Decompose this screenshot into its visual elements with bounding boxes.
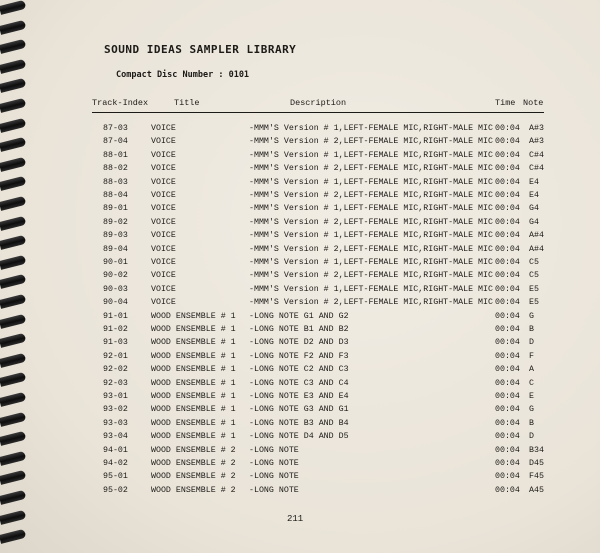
time-cell: 00:04 xyxy=(495,405,520,415)
title-cell: VOICE xyxy=(151,217,176,227)
description-cell: -LONG NOTE C2 AND C3 xyxy=(249,365,349,375)
title-cell: WOOD ENSEMBLE # 2 xyxy=(151,485,236,495)
description-cell: -LONG NOTE xyxy=(249,472,299,482)
track-index-cell: 94-01 xyxy=(103,445,128,455)
time-cell: 00:04 xyxy=(495,271,520,281)
table-row xyxy=(0,271,600,284)
title-cell: VOICE xyxy=(151,258,176,267)
note-cell: A xyxy=(529,365,534,375)
description-cell: -LONG NOTE D4 AND D5 xyxy=(249,432,349,442)
time-cell: 00:04 xyxy=(495,338,520,348)
table-row xyxy=(0,312,600,325)
time-cell: 00:04 xyxy=(495,244,520,254)
title-cell: VOICE xyxy=(151,177,176,187)
time-cell: 00:04 xyxy=(495,351,520,361)
track-index-cell: 90-01 xyxy=(103,258,128,267)
time-cell: 00:04 xyxy=(495,298,520,308)
header-note: Note xyxy=(523,98,544,108)
note-cell: E4 xyxy=(529,191,539,200)
title-cell: VOICE xyxy=(151,244,176,254)
note-cell: G xyxy=(529,311,534,321)
time-cell: 00:04 xyxy=(495,217,520,227)
title-cell: WOOD ENSEMBLE # 1 xyxy=(151,325,236,334)
table-row xyxy=(0,392,600,405)
title-cell: WOOD ENSEMBLE # 1 xyxy=(151,432,236,442)
description-cell: -MMM'S Version # 2,LEFT-FEMALE MIC,RIGHT-MALE MIC xyxy=(249,271,493,281)
description-cell: -MMM'S Version # 1,LEFT-FEMALE MIC,RIGHT-MALE MIC xyxy=(249,231,493,241)
note-cell: C xyxy=(529,378,534,388)
table-row xyxy=(0,405,600,418)
title-cell: WOOD ENSEMBLE # 1 xyxy=(151,365,236,375)
track-index-cell: 91-02 xyxy=(103,325,128,334)
note-cell: D xyxy=(529,432,534,442)
title-cell: VOICE xyxy=(151,164,176,174)
note-cell: C5 xyxy=(529,258,539,267)
description-cell: -MMM'S Version # 1,LEFT-FEMALE MIC,RIGHT-MALE MIC xyxy=(249,150,493,160)
table-row xyxy=(0,419,600,432)
title-cell: WOOD ENSEMBLE # 1 xyxy=(151,392,236,401)
track-index-cell: 94-02 xyxy=(103,459,128,468)
time-cell: 00:04 xyxy=(495,124,520,133)
title-cell: VOICE xyxy=(151,191,176,200)
table-row xyxy=(0,137,600,150)
description-cell: -MMM'S Version # 2,LEFT-FEMALE MIC,RIGHT-MALE MIC xyxy=(249,137,493,147)
description-cell: -MMM'S Version # 1,LEFT-FEMALE MIC,RIGHT-MALE MIC xyxy=(249,124,493,133)
note-cell: D45 xyxy=(529,459,544,468)
title-cell: WOOD ENSEMBLE # 1 xyxy=(151,351,236,361)
time-cell: 00:04 xyxy=(495,177,520,187)
binding-ring xyxy=(0,19,26,34)
description-cell: -MMM'S Version # 2,LEFT-FEMALE MIC,RIGHT-MALE MIC xyxy=(249,217,493,227)
track-index-cell: 89-01 xyxy=(103,204,128,214)
description-cell: -LONG NOTE xyxy=(249,445,299,455)
header-time: Time xyxy=(495,98,516,108)
track-index-cell: 89-04 xyxy=(103,244,128,254)
time-cell: 00:04 xyxy=(495,432,520,442)
table-row xyxy=(0,231,600,244)
title-cell: WOOD ENSEMBLE # 1 xyxy=(151,405,236,415)
title-cell: VOICE xyxy=(151,137,176,147)
track-index-cell: 88-01 xyxy=(103,150,128,160)
track-index-cell: 90-03 xyxy=(103,284,128,294)
binding-ring xyxy=(0,98,26,113)
table-row xyxy=(0,338,600,351)
time-cell: 00:04 xyxy=(495,258,520,267)
title-cell: WOOD ENSEMBLE # 2 xyxy=(151,472,236,482)
time-cell: 00:04 xyxy=(495,418,520,428)
description-cell: -LONG NOTE G1 AND G2 xyxy=(249,311,349,321)
track-index-cell: 93-04 xyxy=(103,432,128,442)
note-cell: A#4 xyxy=(529,231,544,241)
track-index-cell: 88-03 xyxy=(103,177,128,187)
title-cell: VOICE xyxy=(151,204,176,214)
track-index-cell: 89-02 xyxy=(103,217,128,227)
description-cell: -MMM'S Version # 1,LEFT-FEMALE MIC,RIGHT-MALE MIC xyxy=(249,258,493,267)
track-index-cell: 88-02 xyxy=(103,164,128,174)
binding-ring xyxy=(0,0,26,15)
description-cell: -LONG NOTE xyxy=(249,485,299,495)
time-cell: 00:04 xyxy=(495,311,520,321)
table-row xyxy=(0,124,600,137)
table-row xyxy=(0,472,600,485)
page-number: 211 xyxy=(287,514,304,524)
table-row xyxy=(0,459,600,472)
track-index-cell: 89-03 xyxy=(103,231,128,241)
table-header xyxy=(92,96,544,113)
note-cell: B xyxy=(529,418,534,428)
title-cell: WOOD ENSEMBLE # 1 xyxy=(151,338,236,348)
note-cell: G4 xyxy=(529,204,539,214)
description-cell: -MMM'S Version # 2,LEFT-FEMALE MIC,RIGHT-MALE MIC xyxy=(249,164,493,174)
disc-number: Compact Disc Number : 0101 xyxy=(116,70,250,80)
table-row xyxy=(0,204,600,217)
table-row xyxy=(0,432,600,445)
note-cell: E5 xyxy=(529,298,539,308)
note-cell: C#4 xyxy=(529,164,544,174)
note-cell: A45 xyxy=(529,485,544,495)
title-cell: WOOD ENSEMBLE # 1 xyxy=(151,418,236,428)
title-cell: VOICE xyxy=(151,124,176,133)
table-row xyxy=(0,352,600,365)
title-cell: WOOD ENSEMBLE # 1 xyxy=(151,311,236,321)
note-cell: E xyxy=(529,392,534,401)
note-cell: D xyxy=(529,338,534,348)
note-cell: G4 xyxy=(529,217,539,227)
description-cell: -MMM'S Version # 2,LEFT-FEMALE MIC,RIGHT-MALE MIC xyxy=(249,244,493,254)
header-description: Description xyxy=(290,98,347,108)
note-cell: A#3 xyxy=(529,124,544,133)
description-cell: -LONG NOTE B1 AND B2 xyxy=(249,325,349,334)
time-cell: 00:04 xyxy=(495,445,520,455)
track-index-cell: 93-03 xyxy=(103,418,128,428)
table-row xyxy=(0,245,600,258)
header-title: Title xyxy=(174,98,200,108)
note-cell: F45 xyxy=(529,472,544,482)
table-row xyxy=(0,191,600,204)
time-cell: 00:04 xyxy=(495,284,520,294)
table-row xyxy=(0,325,600,338)
time-cell: 00:04 xyxy=(495,231,520,241)
description-cell: -MMM'S Version # 2,LEFT-FEMALE MIC,RIGHT-MALE MIC xyxy=(249,191,493,200)
binding-ring xyxy=(0,509,26,524)
description-cell: -LONG NOTE G3 AND G1 xyxy=(249,405,349,415)
table-row xyxy=(0,164,600,177)
table-row xyxy=(0,178,600,191)
table-row xyxy=(0,218,600,231)
time-cell: 00:04 xyxy=(495,392,520,401)
note-cell: F xyxy=(529,351,534,361)
time-cell: 00:04 xyxy=(495,137,520,147)
note-cell: B xyxy=(529,325,534,334)
track-index-cell: 92-01 xyxy=(103,351,128,361)
track-index-cell: 93-02 xyxy=(103,405,128,415)
time-cell: 00:04 xyxy=(495,164,520,174)
table-row xyxy=(0,365,600,378)
note-cell: G xyxy=(529,405,534,415)
title-cell: WOOD ENSEMBLE # 2 xyxy=(151,459,236,468)
track-index-cell: 95-02 xyxy=(103,485,128,495)
note-cell: A#4 xyxy=(529,244,544,254)
note-cell: E5 xyxy=(529,284,539,294)
time-cell: 00:04 xyxy=(495,365,520,375)
note-cell: C5 xyxy=(529,271,539,281)
binding-ring xyxy=(0,529,26,544)
time-cell: 00:04 xyxy=(495,472,520,482)
description-cell: -LONG NOTE xyxy=(249,459,299,468)
description-cell: -LONG NOTE B3 AND B4 xyxy=(249,418,349,428)
table-row xyxy=(0,151,600,164)
title-cell: WOOD ENSEMBLE # 2 xyxy=(151,445,236,455)
title-cell: VOICE xyxy=(151,284,176,294)
track-index-cell: 92-03 xyxy=(103,378,128,388)
title-cell: VOICE xyxy=(151,231,176,241)
title-cell: VOICE xyxy=(151,271,176,281)
description-cell: -MMM'S Version # 1,LEFT-FEMALE MIC,RIGHT-MALE MIC xyxy=(249,177,493,187)
binding-ring xyxy=(0,59,26,74)
description-cell: -LONG NOTE F2 AND F3 xyxy=(249,351,349,361)
track-index-cell: 88-04 xyxy=(103,191,128,200)
track-index-cell: 87-04 xyxy=(103,137,128,147)
note-cell: A#3 xyxy=(529,137,544,147)
description-cell: -LONG NOTE D2 AND D3 xyxy=(249,338,349,348)
description-cell: -MMM'S Version # 1,LEFT-FEMALE MIC,RIGHT-MALE MIC xyxy=(249,284,493,294)
track-index-cell: 95-01 xyxy=(103,472,128,482)
note-cell: C#4 xyxy=(529,150,544,160)
description-cell: -MMM'S Version # 2,LEFT-FEMALE MIC,RIGHT-MALE MIC xyxy=(249,298,493,308)
table-row xyxy=(0,258,600,271)
table-row xyxy=(0,446,600,459)
table-row xyxy=(0,486,600,499)
note-cell: B34 xyxy=(529,445,544,455)
description-cell: -LONG NOTE E3 AND E4 xyxy=(249,392,349,401)
track-index-cell: 93-01 xyxy=(103,392,128,401)
title-cell: VOICE xyxy=(151,150,176,160)
binding-ring xyxy=(0,39,26,54)
title-cell: WOOD ENSEMBLE # 1 xyxy=(151,378,236,388)
time-cell: 00:04 xyxy=(495,485,520,495)
title-cell: VOICE xyxy=(151,298,176,308)
note-cell: E4 xyxy=(529,177,539,187)
time-cell: 00:04 xyxy=(495,459,520,468)
header-track: Track-Index xyxy=(92,98,149,108)
track-index-cell: 91-01 xyxy=(103,311,128,321)
track-index-cell: 90-02 xyxy=(103,271,128,281)
time-cell: 00:04 xyxy=(495,191,520,200)
description-cell: -MMM'S Version # 1,LEFT-FEMALE MIC,RIGHT-MALE MIC xyxy=(249,204,493,214)
track-index-cell: 92-02 xyxy=(103,365,128,375)
time-cell: 00:04 xyxy=(495,378,520,388)
track-index-cell: 87-03 xyxy=(103,124,128,133)
page-title: SOUND IDEAS SAMPLER LIBRARY xyxy=(104,43,297,56)
time-cell: 00:04 xyxy=(495,204,520,214)
binding-ring xyxy=(0,78,26,93)
table-row xyxy=(0,285,600,298)
time-cell: 00:04 xyxy=(495,150,520,160)
table-row xyxy=(0,379,600,392)
table-row xyxy=(0,298,600,311)
description-cell: -LONG NOTE C3 AND C4 xyxy=(249,378,349,388)
track-index-cell: 90-04 xyxy=(103,298,128,308)
track-index-cell: 91-03 xyxy=(103,338,128,348)
time-cell: 00:04 xyxy=(495,325,520,334)
